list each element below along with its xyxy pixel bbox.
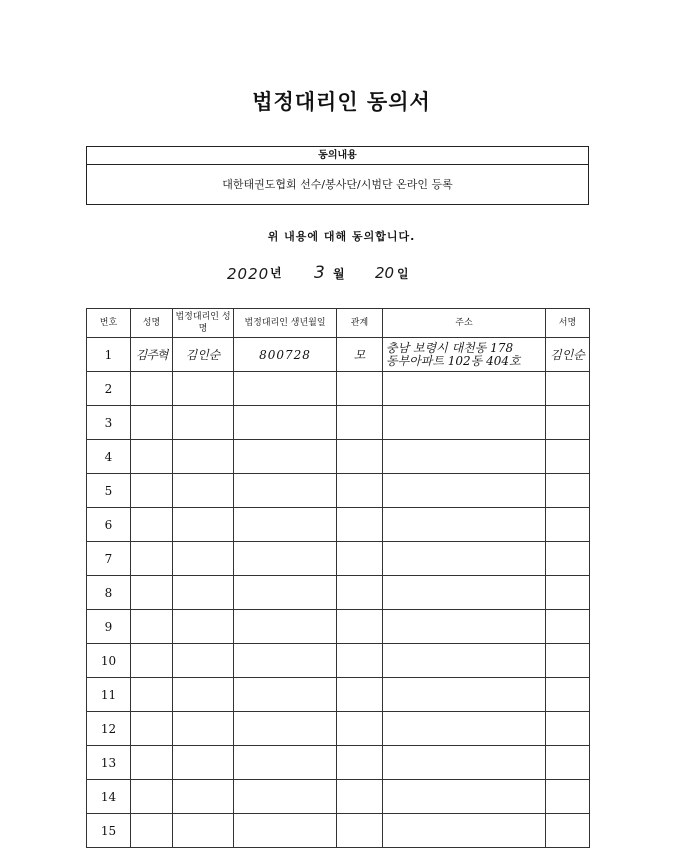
row-number: 6 [87, 508, 131, 542]
header-name: 성명 [131, 309, 173, 338]
signature [546, 780, 590, 814]
row-number: 7 [87, 542, 131, 576]
table-row [87, 814, 590, 848]
row-number: 13 [87, 746, 131, 780]
consent-body: 대한태권도협회 선수/봉사단/시범단 온라인 등록 [222, 178, 453, 191]
table-row [87, 576, 590, 610]
signature [546, 746, 590, 780]
guardian-name [173, 576, 234, 610]
guardian-birthdate: 800728 [234, 338, 337, 372]
relation [337, 372, 383, 406]
guardian-birthdate [234, 814, 337, 848]
registration-table [86, 308, 590, 848]
student-name [131, 644, 173, 678]
guardian-birthdate [234, 440, 337, 474]
student-name [131, 542, 173, 576]
relation [337, 542, 383, 576]
table-row [87, 678, 590, 712]
signature [546, 610, 590, 644]
address-line-2: 동부아파트 102동 404호 [386, 353, 521, 368]
guardian-birthdate [234, 406, 337, 440]
row-number: 5 [87, 474, 131, 508]
table-row [87, 372, 590, 406]
guardian-name [173, 678, 234, 712]
row-number: 12 [87, 712, 131, 746]
address [383, 644, 546, 678]
guardian-name: 김인순 [173, 338, 234, 372]
table-row [87, 542, 590, 576]
relation [337, 610, 383, 644]
address [383, 576, 546, 610]
relation [337, 780, 383, 814]
relation [337, 440, 383, 474]
row-number: 1 [87, 338, 131, 372]
guardian-birthdate [234, 780, 337, 814]
address [383, 474, 546, 508]
student-name [131, 508, 173, 542]
address [383, 508, 546, 542]
row-number: 14 [87, 780, 131, 814]
guardian-name [173, 610, 234, 644]
student-name [131, 746, 173, 780]
row-number: 9 [87, 610, 131, 644]
guardian-name [173, 780, 234, 814]
signature [546, 406, 590, 440]
header-address: 주소 [383, 309, 546, 338]
signature [546, 542, 590, 576]
table-row [87, 508, 590, 542]
header-guardian-name: 법정대리인 성명 [173, 309, 234, 338]
table-row [87, 406, 590, 440]
address [383, 746, 546, 780]
guardian-name [173, 814, 234, 848]
date-day-unit: 일 [397, 267, 409, 281]
date-month-unit: 월 [333, 267, 345, 281]
agree-statement: 위 내용에 대해 동의합니다. [267, 230, 416, 243]
address [383, 678, 546, 712]
address [383, 610, 546, 644]
row-number: 8 [87, 576, 131, 610]
guardian-name [173, 440, 234, 474]
guardian-name [173, 406, 234, 440]
relation [337, 406, 383, 440]
guardian-birthdate [234, 474, 337, 508]
address [383, 712, 546, 746]
table-row [87, 610, 590, 644]
student-name [131, 678, 173, 712]
guardian-birthdate [234, 678, 337, 712]
consent-header: 동의내용 [87, 147, 588, 165]
signature [546, 678, 590, 712]
header-guardian-birth: 법정대리인 생년월일 [234, 309, 337, 338]
header-no: 번호 [87, 309, 131, 338]
guardian-name [173, 372, 234, 406]
student-name [131, 780, 173, 814]
guardian-name [173, 712, 234, 746]
row-number: 4 [87, 440, 131, 474]
guardian-birthdate [234, 644, 337, 678]
student-name [131, 372, 173, 406]
guardian-birthdate [234, 610, 337, 644]
row-number: 10 [87, 644, 131, 678]
relation [337, 712, 383, 746]
address [383, 542, 546, 576]
guardian-birthdate [234, 508, 337, 542]
signature [546, 712, 590, 746]
guardian-name [173, 474, 234, 508]
guardian-birthdate [234, 712, 337, 746]
table-row [87, 440, 590, 474]
row-number: 2 [87, 372, 131, 406]
signature [546, 440, 590, 474]
address [383, 406, 546, 440]
consent-box [86, 146, 589, 205]
date-year-unit: 년 [270, 266, 282, 280]
student-name [131, 712, 173, 746]
guardian-birthdate [234, 746, 337, 780]
signature [546, 576, 590, 610]
table-row [87, 712, 590, 746]
signature [546, 644, 590, 678]
guardian-name [173, 644, 234, 678]
signature [546, 474, 590, 508]
address [383, 440, 546, 474]
signature [546, 508, 590, 542]
guardian-birthdate [234, 372, 337, 406]
signature: 김인순 [546, 338, 590, 372]
guardian-birthdate [234, 576, 337, 610]
guardian-birthdate [234, 542, 337, 576]
signature [546, 814, 590, 848]
address [383, 780, 546, 814]
table-row [87, 338, 590, 372]
table-row [87, 644, 590, 678]
relation [337, 576, 383, 610]
header-relation: 관계 [337, 309, 383, 338]
address [383, 814, 546, 848]
row-number: 11 [87, 678, 131, 712]
student-name [131, 474, 173, 508]
student-name: 김주혁 [131, 338, 173, 372]
relation [337, 508, 383, 542]
student-name [131, 814, 173, 848]
signature [546, 372, 590, 406]
guardian-name [173, 746, 234, 780]
date-row [0, 262, 683, 286]
guardian-name [173, 508, 234, 542]
student-name [131, 576, 173, 610]
relation [337, 814, 383, 848]
address [383, 372, 546, 406]
date-month: 3 [314, 263, 325, 283]
relation [337, 474, 383, 508]
address-line-1: 충남 보령시 대천동 178 [386, 340, 514, 355]
guardian-name [173, 542, 234, 576]
relation [337, 746, 383, 780]
header-signature: 서명 [546, 309, 590, 338]
page-title: 법정대리인 동의서 [252, 89, 431, 114]
student-name [131, 610, 173, 644]
student-name [131, 406, 173, 440]
relation: 모 [337, 338, 383, 372]
relation [337, 644, 383, 678]
table-row [87, 780, 590, 814]
table-row [87, 746, 590, 780]
relation [337, 678, 383, 712]
date-year: 2020 [227, 265, 270, 283]
table-header-row [87, 309, 590, 338]
table-row [87, 474, 590, 508]
row-number: 3 [87, 406, 131, 440]
date-day: 20 [375, 264, 395, 282]
row-number: 15 [87, 814, 131, 848]
student-name [131, 440, 173, 474]
address [383, 338, 546, 372]
